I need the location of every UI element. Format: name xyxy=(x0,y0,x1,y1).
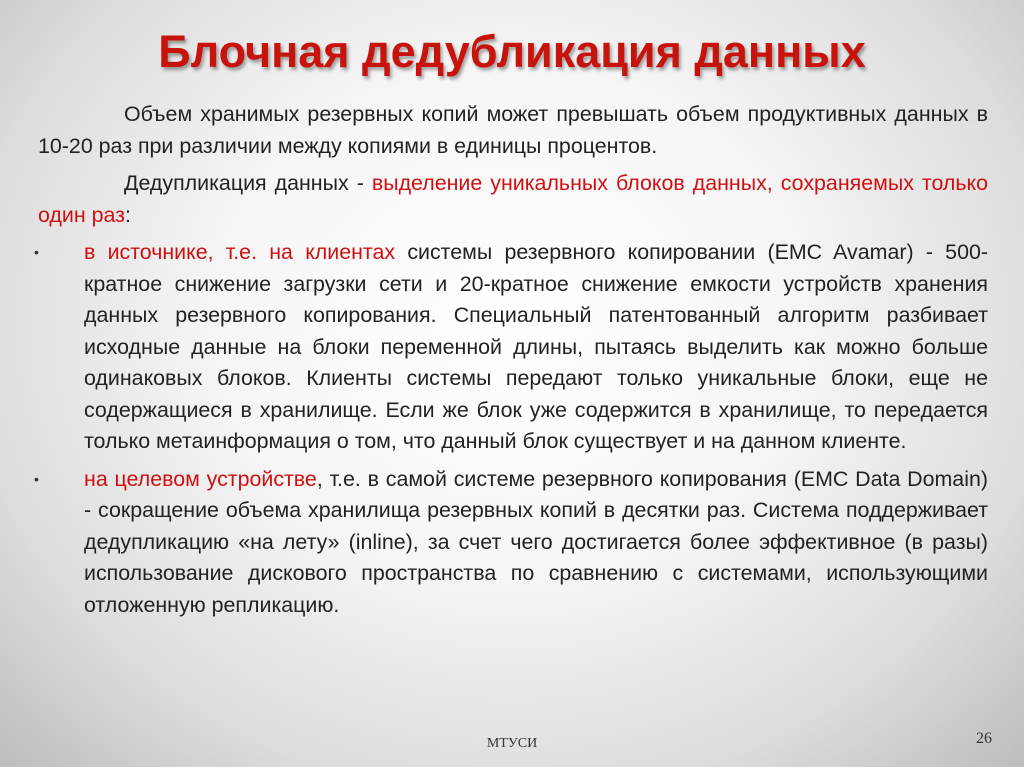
bullet-target-text: , т.е. в самой системе резервного копирования (EMC Data Domain) - сокращение объема хранилища резервных копий в десятки раз. Система поддерживает дедупликацию «на лету» (inline), за счет чего достигается более эффективное (в разы) использование дискового пространства по сравнению с системами, использующими отложенную репликацию. xyxy=(84,466,988,617)
slide-title: Блочная дедубликация данных xyxy=(158,26,866,77)
bullet-dot-icon: • xyxy=(34,470,39,487)
bullet-target-dedup xyxy=(34,464,988,622)
bullet-target-highlight: на целевом устройстве xyxy=(84,466,317,491)
bullet-source-dedup xyxy=(34,237,988,458)
footer-organization: МТУСИ xyxy=(486,736,538,751)
page-number: 26 xyxy=(976,730,992,747)
bullet-source-text: системы резервного копировании (EMC Avamar) - 500-кратное снижение загрузки сети и 20-кратное снижение емкости устройств хранения данных резервного копирования. Специальный патентованный алгоритм разбивает исходные данные на блоки переменной длины, пытаясь выделить как можно больше одинаковых блоков. Клиенты системы передают только уникальные блоки, еще не содержащиеся в хранилище. Если же блок уже содержится в хранилище, то передается только метаинформация о том, что данный блок существует и на данном клиенте. xyxy=(84,240,988,453)
paragraph-definition xyxy=(38,168,988,231)
definition-lead: Дедупликация данных - xyxy=(124,171,372,195)
slide-body xyxy=(34,99,989,627)
paragraph-volume: Объем хранимых резервных копий может превышать объем продуктивных данных в 10-20 раз при различии между копиями в единицы процентов. xyxy=(38,102,988,158)
definition-tail: : xyxy=(124,202,131,227)
bullet-dot-icon: • xyxy=(34,244,39,260)
definition-highlight: выделение уникальных блоков данных, сохраняемых только один раз xyxy=(38,171,989,227)
bullet-source-highlight: в источнике, т.е. на клиентах xyxy=(84,240,396,264)
